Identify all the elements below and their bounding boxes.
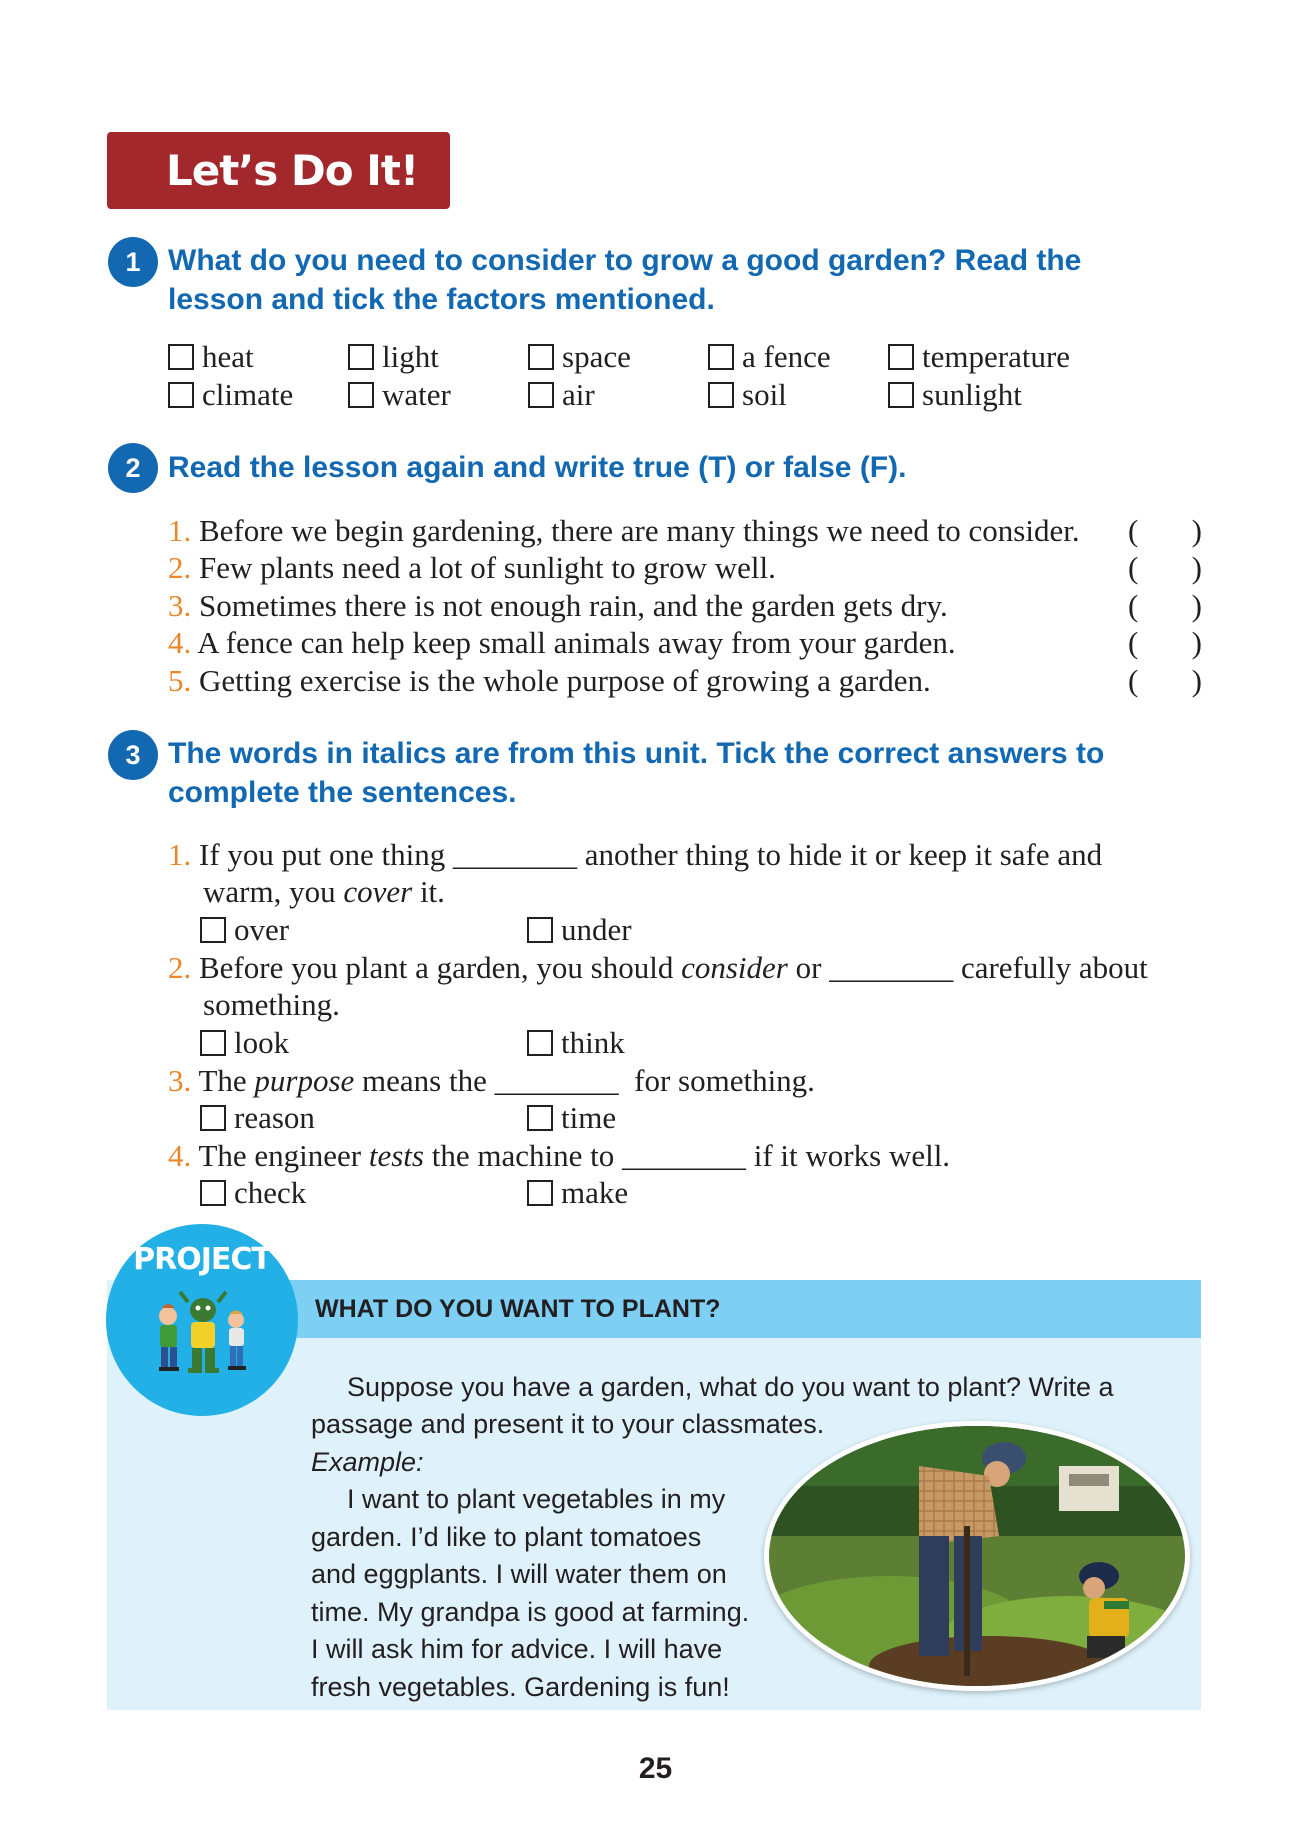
example-line: I will ask him for advice. I will have (311, 1634, 723, 1664)
project-intro-line2: passage and present it to your classmates. (311, 1409, 825, 1439)
example-line: I want to plant vegetables in my (347, 1484, 726, 1514)
exercise-3-number: 3 (108, 730, 158, 780)
sentence-1-line1: 1. If you put one thing ________ another thing to hide it or keep it safe and (168, 837, 1103, 872)
checkbox[interactable] (708, 344, 734, 370)
example-line: fresh vegetables. Gardening is fun! (311, 1672, 730, 1702)
statement-4: 4. A fence can help keep small animals away from your garden. (168, 625, 956, 660)
checkbox[interactable] (168, 382, 194, 408)
page-number: 25 (638, 1752, 673, 1785)
checkbox[interactable] (888, 344, 914, 370)
example-line: time. My grandpa is good at farming. (311, 1597, 750, 1627)
choice-option[interactable]: reason (200, 1099, 315, 1137)
example-line: and eggplants. I will water them on (311, 1559, 727, 1589)
statement-5: 5. Getting exercise is the whole purpose of growing a garden. (168, 663, 931, 698)
kids-illustration-icon (106, 1224, 298, 1416)
checkbox[interactable] (527, 1180, 553, 1206)
checkbox[interactable] (200, 1030, 226, 1056)
sentence-2-line1: 2. Before you plant a garden, you should consider or ________ carefully about (168, 950, 1148, 985)
answer-blank[interactable]: ( ) (1128, 588, 1202, 623)
statement-3: 3. Sometimes there is not enough rain, and the garden gets dry. (168, 588, 948, 623)
choice-option[interactable]: make (527, 1174, 628, 1212)
checkbox[interactable] (528, 382, 554, 408)
sentence-1-line2: warm, you cover it. (203, 874, 445, 909)
factor-option[interactable]: sunlight (888, 376, 1022, 414)
gardening-photo (764, 1421, 1190, 1691)
factor-option[interactable]: heat (168, 338, 254, 376)
example-label: Example: (311, 1447, 424, 1477)
checkbox[interactable] (528, 344, 554, 370)
project-intro-line1: Suppose you have a garden, what do you want to plant? Write a (347, 1372, 1114, 1402)
sentence-2-line2: something. (203, 987, 340, 1022)
statement-1: 1. Before we begin gardening, there are many things we need to consider. (168, 513, 1080, 548)
sentence-3: 3. The purpose means the ________ for something. (168, 1063, 815, 1098)
answer-blank[interactable]: ( ) (1128, 625, 1202, 660)
example-line: garden. I’d like to plant tomatoes (311, 1522, 702, 1552)
checkbox[interactable] (527, 917, 553, 943)
project-label: PROJECT (133, 1242, 271, 1277)
exercise-2-number: 2 (108, 443, 158, 493)
sentence-4: 4. The engineer tests the machine to ________ if it works well. (168, 1138, 951, 1173)
factor-option[interactable]: soil (708, 376, 787, 414)
checkbox[interactable] (527, 1030, 553, 1056)
exercise-1-question-line2: lesson and tick the factors mentioned. (168, 283, 715, 316)
exercise-3-question-line1: The words in italics are from this unit. Tick the correct answers to (168, 737, 1105, 770)
factor-option[interactable]: water (348, 376, 451, 414)
section-banner: Let’s Do It! (107, 132, 450, 209)
checkbox[interactable] (527, 1105, 553, 1131)
checkbox[interactable] (200, 1105, 226, 1131)
factor-option[interactable]: air (528, 376, 595, 414)
choice-option[interactable]: over (200, 911, 289, 949)
exercise-3-question (168, 734, 1104, 812)
checkbox[interactable] (168, 344, 194, 370)
project-badge (106, 1224, 298, 1416)
answer-blank[interactable]: ( ) (1128, 663, 1202, 698)
choice-option[interactable]: check (200, 1174, 306, 1212)
factor-option[interactable]: climate (168, 376, 293, 414)
gardening-photo-illustration (769, 1426, 1185, 1686)
factor-option[interactable]: temperature (888, 338, 1070, 376)
exercise-1-number: 1 (108, 237, 158, 287)
exercise-3-question-line2: complete the sentences. (168, 776, 517, 809)
exercise-1-question (168, 241, 1081, 319)
checkbox[interactable] (200, 917, 226, 943)
factor-option[interactable]: space (528, 338, 631, 376)
choice-option[interactable]: time (527, 1099, 616, 1137)
checkbox[interactable] (348, 382, 374, 408)
choice-option[interactable]: think (527, 1024, 625, 1062)
choice-option[interactable]: look (200, 1024, 289, 1062)
factor-option[interactable]: a fence (708, 338, 831, 376)
answer-blank[interactable]: ( ) (1128, 550, 1202, 585)
factor-option[interactable]: light (348, 338, 439, 376)
answer-blank[interactable]: ( ) (1128, 513, 1202, 548)
checkbox[interactable] (708, 382, 734, 408)
checkbox[interactable] (888, 382, 914, 408)
checkbox[interactable] (348, 344, 374, 370)
statement-2: 2. Few plants need a lot of sunlight to grow well. (168, 550, 776, 585)
project-title: WHAT DO YOU WANT TO PLANT? (270, 1280, 1201, 1338)
choice-option[interactable]: under (527, 911, 632, 949)
checkbox[interactable] (200, 1180, 226, 1206)
exercise-2-question: Read the lesson again and write true (T) or false (F). (168, 451, 907, 484)
exercise-1-question-line1: What do you need to consider to grow a good garden? Read the (168, 244, 1082, 277)
